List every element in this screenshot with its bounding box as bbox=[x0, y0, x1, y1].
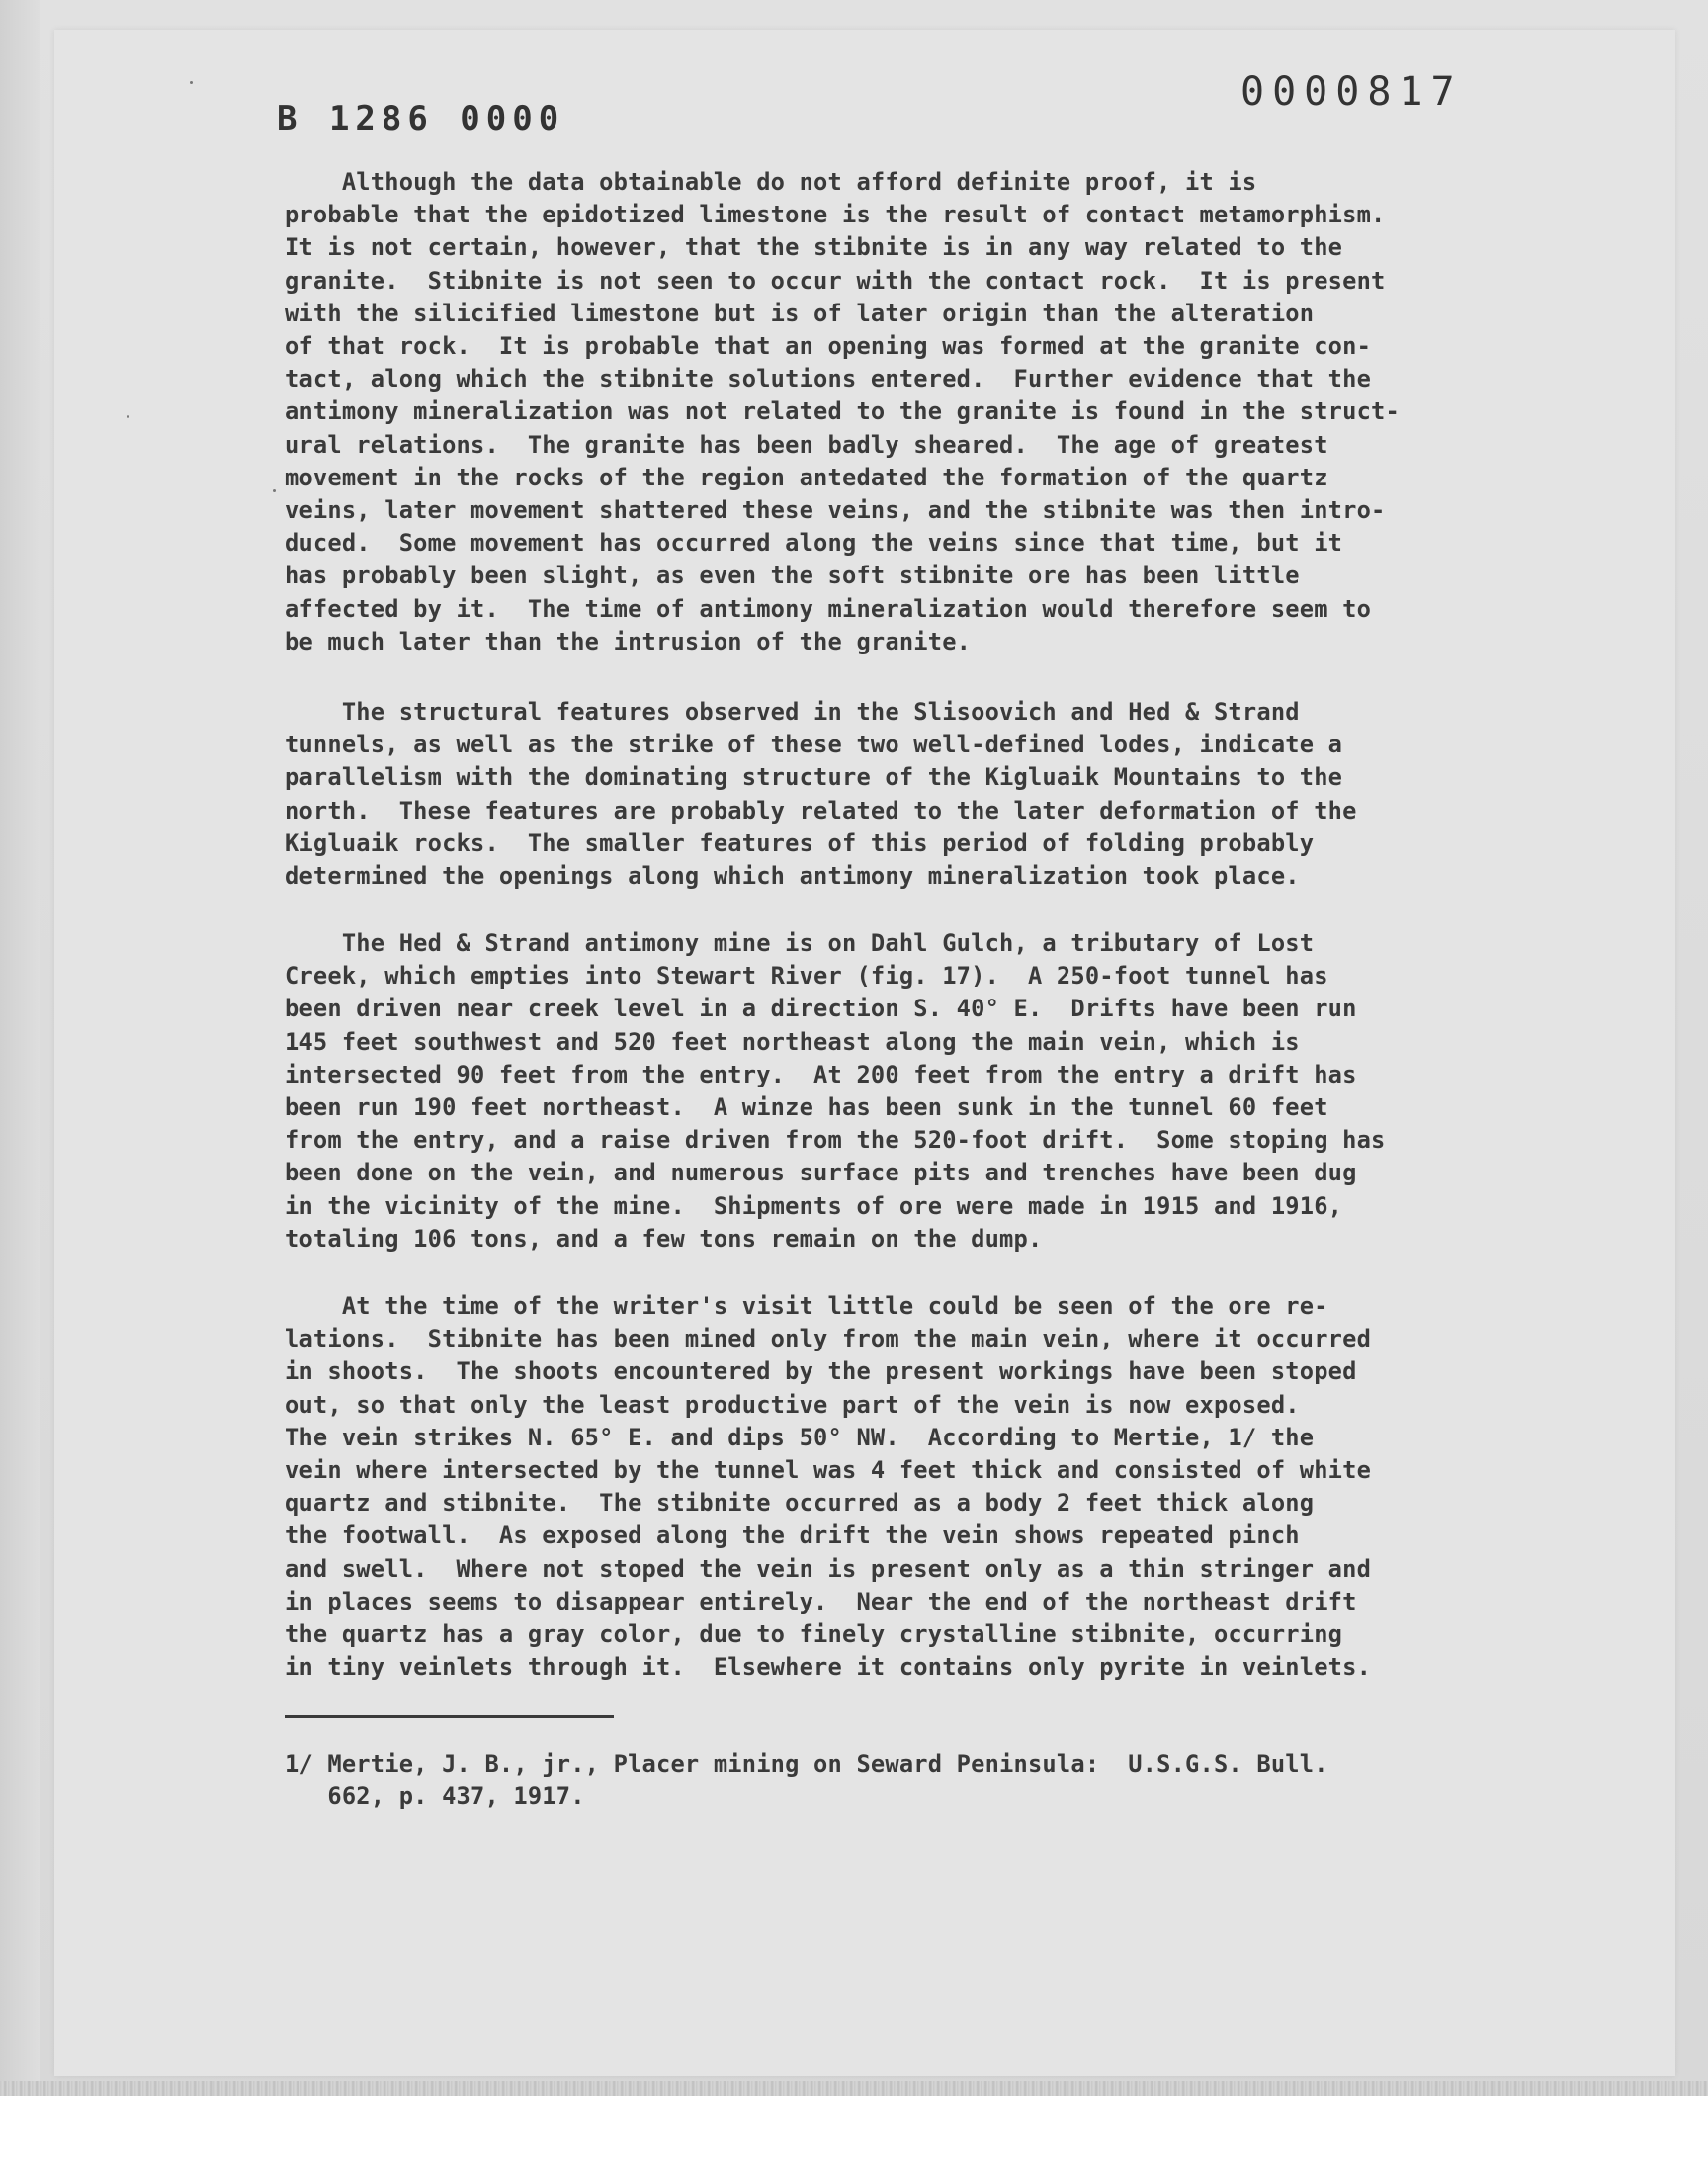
text-line: Creek, which empties into Stewart River (fig. 17). A 250-foot tunnel has bbox=[285, 962, 1328, 991]
footnote-divider bbox=[285, 1715, 614, 1718]
footnote-line: 662, p. 437, 1917. bbox=[285, 1783, 585, 1810]
text-line: determined the openings along which antimony mineralization took place. bbox=[285, 862, 1300, 891]
text-line: been run 190 feet northeast. A winze has been sunk in the tunnel 60 feet bbox=[285, 1093, 1328, 1122]
scan-speck bbox=[190, 81, 193, 84]
text-line: in places seems to disappear entirely. Near the end of the northeast drift bbox=[285, 1587, 1357, 1615]
text-line: be much later than the intrusion of the granite. bbox=[285, 627, 972, 655]
scan-speck bbox=[127, 415, 129, 418]
footnote-line: 1/ Mertie, J. B., jr., Placer mining on Seward Peninsula: U.S.G.S. Bull. bbox=[285, 1750, 1328, 1778]
text-line: tact, along which the stibnite solutions entered. Further evidence that the bbox=[285, 365, 1372, 393]
text-line: movement in the rocks of the region antedated the formation of the quartz bbox=[285, 463, 1328, 491]
doc-number-right: 0000817 bbox=[1240, 69, 1463, 115]
paragraph-hed-strand-mine bbox=[285, 927, 1560, 1256]
scan-speck bbox=[273, 489, 276, 492]
footnote bbox=[285, 1748, 1560, 1813]
text-line: in shoots. The shoots encountered by the present workings have been stoped bbox=[285, 1357, 1357, 1386]
text-line: out, so that only the least productive part of the vein is now exposed. bbox=[285, 1390, 1300, 1419]
text-line: in tiny veinlets through it. Elsewhere it contains only pyrite in veinlets. bbox=[285, 1653, 1372, 1682]
text-line: in the vicinity of the mine. Shipments of ore were made in 1915 and 1916, bbox=[285, 1191, 1343, 1220]
text-line: been done on the vein, and numerous surface pits and trenches have been dug bbox=[285, 1159, 1357, 1187]
text-line: quartz and stibnite. The stibnite occurred as a body 2 feet thick along bbox=[285, 1489, 1315, 1518]
text-line: has probably been slight, as even the soft stibnite ore has been little bbox=[285, 562, 1300, 590]
text-line: antimony mineralization was not related to the granite is found in the struct- bbox=[285, 397, 1400, 426]
text-line: Kigluaik rocks. The smaller features of this period of folding probably bbox=[285, 828, 1315, 857]
text-line: Although the data obtainable do not afford definite proof, it is bbox=[285, 168, 1257, 196]
text-line: north. These features are probably related to the later deformation of the bbox=[285, 796, 1357, 825]
text-line: the footwall. As exposed along the drift the vein shows repeated pinch bbox=[285, 1522, 1300, 1550]
text-line: probable that the epidotized limestone is the result of contact metamorphism. bbox=[285, 201, 1386, 229]
text-line: vein where intersected by the tunnel was 4 feet thick and consisted of white bbox=[285, 1456, 1372, 1485]
text-line: the quartz has a gray color, due to finely crystalline stibnite, occurring bbox=[285, 1620, 1343, 1649]
text-line: duced. Some movement has occurred along the veins since that time, but it bbox=[285, 529, 1343, 558]
text-line: The structural features observed in the Slisoovich and Hed & Strand bbox=[285, 698, 1300, 726]
paragraph-contact-metamorphism bbox=[285, 166, 1560, 658]
text-line: The Hed & Strand antimony mine is on Dahl Gulch, a tributary of Lost bbox=[285, 929, 1315, 957]
text-line: It is not certain, however, that the stibnite is in any way related to the bbox=[285, 233, 1343, 262]
text-line: been driven near creek level in a direction S. 40° E. Drifts have been run bbox=[285, 995, 1357, 1023]
scan-left-edge bbox=[0, 0, 40, 2096]
scan-bottom-edge bbox=[0, 2081, 1708, 2096]
text-line: totaling 106 tons, and a few tons remain on the dump. bbox=[285, 1224, 1043, 1253]
paragraph-ore-relations bbox=[285, 1290, 1560, 1684]
text-line: intersected 90 feet from the entry. At 200 feet from the entry a drift has bbox=[285, 1060, 1357, 1088]
text-line: 145 feet southwest and 520 feet northeast along the main vein, which is bbox=[285, 1027, 1300, 1056]
text-line: parallelism with the dominating structure of the Kigluaik Mountains to the bbox=[285, 763, 1343, 792]
text-line: from the entry, and a raise driven from the 520-foot drift. Some stoping has bbox=[285, 1126, 1386, 1155]
text-line: ural relations. The granite has been badly sheared. The age of greatest bbox=[285, 430, 1328, 459]
text-line: The vein strikes N. 65° E. and dips 50° NW. According to Mertie, 1/ the bbox=[285, 1423, 1315, 1451]
text-line: lations. Stibnite has been mined only from the main vein, where it occurred bbox=[285, 1325, 1372, 1353]
text-line: granite. Stibnite is not seen to occur with the contact rock. It is present bbox=[285, 266, 1386, 295]
text-line: veins, later movement shattered these veins, and the stibnite was then intro- bbox=[285, 496, 1386, 525]
text-line: with the silicified limestone but is of later origin than the alteration bbox=[285, 299, 1315, 327]
text-line: At the time of the writer's visit little could be seen of the ore re- bbox=[285, 1292, 1328, 1320]
paragraph-structural-features bbox=[285, 696, 1560, 893]
text-line: and swell. Where not stoped the vein is present only as a thin stringer and bbox=[285, 1554, 1372, 1583]
text-line: tunnels, as well as the strike of these two well-defined lodes, indicate a bbox=[285, 731, 1343, 759]
text-line: affected by it. The time of antimony mineralization would therefore seem to bbox=[285, 594, 1372, 623]
text-line: of that rock. It is probable that an opening was formed at the granite con- bbox=[285, 332, 1372, 361]
doc-number-left: B 1286 0000 bbox=[277, 99, 565, 138]
